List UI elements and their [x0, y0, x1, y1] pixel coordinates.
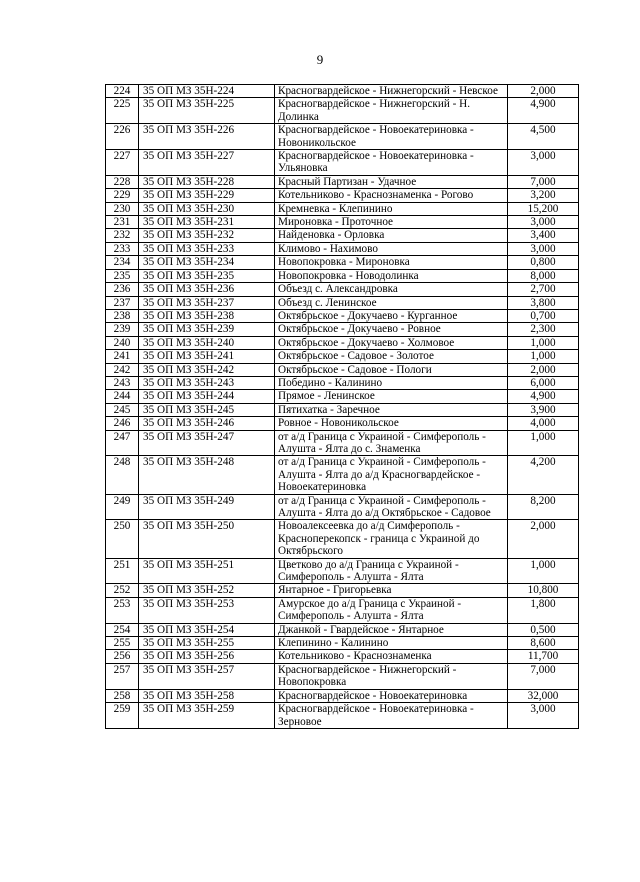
table-row — [106, 623, 579, 636]
road-name: Красногвардейское - Новоекатериновка - Ульяновка — [275, 150, 508, 176]
table-row — [106, 242, 579, 255]
road-code: 35 ОП МЗ 35Н-243 — [139, 376, 275, 389]
road-name: Джанкой - Гвардейское - Янтарное — [275, 623, 508, 636]
road-length: 1,000 — [508, 430, 579, 456]
road-length: 3,200 — [508, 189, 579, 202]
row-number: 228 — [106, 175, 139, 188]
road-name: Октябрьское - Докучаево - Холмовое — [275, 336, 508, 349]
row-number: 248 — [106, 456, 139, 494]
row-number: 251 — [106, 558, 139, 584]
row-number: 250 — [106, 520, 139, 558]
road-name: от а/д Граница с Украиной - Симферополь - Алушта - Ялта до а/д Октябрьское - Садовое — [275, 494, 508, 520]
table-row — [106, 663, 579, 689]
road-code: 35 ОП МЗ 35Н-224 — [139, 85, 275, 98]
road-length: 2,700 — [508, 283, 579, 296]
road-name: Прямое - Ленинское — [275, 390, 508, 403]
road-code: 35 ОП МЗ 35Н-235 — [139, 269, 275, 282]
table-row — [106, 309, 579, 322]
row-number: 244 — [106, 390, 139, 403]
row-number: 247 — [106, 430, 139, 456]
road-code: 35 ОП МЗ 35Н-226 — [139, 124, 275, 150]
road-code: 35 ОП МЗ 35Н-256 — [139, 650, 275, 663]
table-row — [106, 98, 579, 124]
table-row — [106, 520, 579, 558]
road-name: Янтарное - Григорьевка — [275, 584, 508, 597]
row-number: 253 — [106, 597, 139, 623]
road-length: 11,700 — [508, 650, 579, 663]
roads-table — [105, 84, 579, 729]
page-number: 9 — [316, 52, 324, 67]
road-code: 35 ОП МЗ 35Н-258 — [139, 689, 275, 702]
row-number: 226 — [106, 124, 139, 150]
road-code: 35 ОП МЗ 35Н-259 — [139, 703, 275, 729]
road-name: от а/д Граница с Украиной - Симферополь - Алушта - Ялта до с. Знаменка — [275, 430, 508, 456]
row-number: 239 — [106, 323, 139, 336]
row-number: 252 — [106, 584, 139, 597]
row-number: 236 — [106, 283, 139, 296]
road-name: Котельниково - Краснознаменка - Рогово — [275, 189, 508, 202]
table-row — [106, 390, 579, 403]
table-row — [106, 689, 579, 702]
road-name: Новоалексеевка до а/д Симферополь - Красноперекопск - граница с Украиной до Октябрьского — [275, 520, 508, 558]
table-row — [106, 376, 579, 389]
row-number: 245 — [106, 403, 139, 416]
road-code: 35 ОП МЗ 35Н-252 — [139, 584, 275, 597]
road-code: 35 ОП МЗ 35Н-247 — [139, 430, 275, 456]
road-length: 3,000 — [508, 216, 579, 229]
table-row — [106, 597, 579, 623]
road-code: 35 ОП МЗ 35Н-242 — [139, 363, 275, 376]
table-row — [106, 403, 579, 416]
row-number: 256 — [106, 650, 139, 663]
road-code: 35 ОП МЗ 35Н-248 — [139, 456, 275, 494]
table-row — [106, 216, 579, 229]
row-number: 233 — [106, 242, 139, 255]
road-length: 2,000 — [508, 520, 579, 558]
row-number: 246 — [106, 417, 139, 430]
table-row — [106, 124, 579, 150]
road-length: 3,800 — [508, 296, 579, 309]
table-row — [106, 363, 579, 376]
road-code: 35 ОП МЗ 35Н-250 — [139, 520, 275, 558]
row-number: 230 — [106, 202, 139, 215]
table-row — [106, 202, 579, 215]
road-name: Найденовка - Орловка — [275, 229, 508, 242]
table-row — [106, 417, 579, 430]
row-number: 258 — [106, 689, 139, 702]
table-row — [106, 150, 579, 176]
table-row — [106, 350, 579, 363]
road-code: 35 ОП МЗ 35Н-236 — [139, 283, 275, 296]
road-length: 0,500 — [508, 623, 579, 636]
road-length: 6,000 — [508, 376, 579, 389]
table-row — [106, 430, 579, 456]
road-length: 7,000 — [508, 663, 579, 689]
road-name: Новопокровка - Новодолинка — [275, 269, 508, 282]
row-number: 255 — [106, 637, 139, 650]
road-code: 35 ОП МЗ 35Н-231 — [139, 216, 275, 229]
table-row — [106, 85, 579, 98]
road-code: 35 ОП МЗ 35Н-241 — [139, 350, 275, 363]
road-name: Пятихатка - Заречное — [275, 403, 508, 416]
table-row — [106, 256, 579, 269]
road-name: Красногвардейское - Нижнегорский - Невское — [275, 85, 508, 98]
road-name: от а/д Граница с Украиной - Симферополь - Алушта - Ялта до а/д Красногвардейское - Новоекатериновка — [275, 456, 508, 494]
road-length: 2,300 — [508, 323, 579, 336]
road-length: 4,900 — [508, 98, 579, 124]
road-name: Красногвардейское - Нижнегорский - Новопокровка — [275, 663, 508, 689]
table-row — [106, 336, 579, 349]
road-name: Амурское до а/д Граница с Украиной - Симферополь - Алушта - Ялта — [275, 597, 508, 623]
row-number: 225 — [106, 98, 139, 124]
road-code: 35 ОП МЗ 35Н-240 — [139, 336, 275, 349]
road-code: 35 ОП МЗ 35Н-246 — [139, 417, 275, 430]
table-row — [106, 637, 579, 650]
road-code: 35 ОП МЗ 35Н-234 — [139, 256, 275, 269]
road-code: 35 ОП МЗ 35Н-229 — [139, 189, 275, 202]
road-name: Ровное - Новоникольское — [275, 417, 508, 430]
road-length: 2,000 — [508, 363, 579, 376]
road-length: 3,400 — [508, 229, 579, 242]
road-code: 35 ОП МЗ 35Н-254 — [139, 623, 275, 636]
road-length: 0,700 — [508, 309, 579, 322]
road-length: 4,200 — [508, 456, 579, 494]
road-name: Красногвардейское - Новоекатериновка — [275, 689, 508, 702]
table-row — [106, 650, 579, 663]
road-name: Красногвардейское - Нижнегорский - Н. Долинка — [275, 98, 508, 124]
row-number: 243 — [106, 376, 139, 389]
table-row — [106, 323, 579, 336]
road-length: 1,000 — [508, 336, 579, 349]
road-name: Мироновка - Проточное — [275, 216, 508, 229]
road-name: Октябрьское - Садовое - Золотое — [275, 350, 508, 363]
road-name: Цветково до а/д Граница с Украиной - Симферополь - Алушта - Ялта — [275, 558, 508, 584]
road-code: 35 ОП МЗ 35Н-225 — [139, 98, 275, 124]
row-number: 254 — [106, 623, 139, 636]
road-code: 35 ОП МЗ 35Н-253 — [139, 597, 275, 623]
road-length: 8,000 — [508, 269, 579, 282]
road-code: 35 ОП МЗ 35Н-232 — [139, 229, 275, 242]
row-number: 231 — [106, 216, 139, 229]
road-code: 35 ОП МЗ 35Н-237 — [139, 296, 275, 309]
row-number: 234 — [106, 256, 139, 269]
road-name: Октябрьское - Докучаево - Ровное — [275, 323, 508, 336]
road-code: 35 ОП МЗ 35Н-238 — [139, 309, 275, 322]
road-code: 35 ОП МЗ 35Н-255 — [139, 637, 275, 650]
table-row — [106, 283, 579, 296]
road-code: 35 ОП МЗ 35Н-244 — [139, 390, 275, 403]
road-length: 8,200 — [508, 494, 579, 520]
row-number: 242 — [106, 363, 139, 376]
road-name: Красногвардейское - Новоекатериновка - Новоникольское — [275, 124, 508, 150]
road-code: 35 ОП МЗ 35Н-249 — [139, 494, 275, 520]
road-length: 32,000 — [508, 689, 579, 702]
road-length: 2,000 — [508, 85, 579, 98]
road-code: 35 ОП МЗ 35Н-233 — [139, 242, 275, 255]
road-name: Кремневка - Клепинино — [275, 202, 508, 215]
road-length: 7,000 — [508, 175, 579, 188]
table-row — [106, 229, 579, 242]
road-name: Красный Партизан - Удачное — [275, 175, 508, 188]
table-row — [106, 175, 579, 188]
road-length: 1,800 — [508, 597, 579, 623]
table-row — [106, 494, 579, 520]
row-number: 235 — [106, 269, 139, 282]
table-row — [106, 296, 579, 309]
road-length: 4,500 — [508, 124, 579, 150]
roads-table-body — [106, 85, 579, 729]
road-length: 4,000 — [508, 417, 579, 430]
road-name: Климово - Нахимово — [275, 242, 508, 255]
row-number: 237 — [106, 296, 139, 309]
row-number: 229 — [106, 189, 139, 202]
road-name: Красногвардейское - Новоекатериновка - Зерновое — [275, 703, 508, 729]
road-code: 35 ОП МЗ 35Н-245 — [139, 403, 275, 416]
road-code: 35 ОП МЗ 35Н-251 — [139, 558, 275, 584]
road-length: 3,900 — [508, 403, 579, 416]
table-row — [106, 558, 579, 584]
road-length: 8,600 — [508, 637, 579, 650]
road-length: 3,000 — [508, 703, 579, 729]
road-code: 35 ОП МЗ 35Н-228 — [139, 175, 275, 188]
road-name: Победино - Калинино — [275, 376, 508, 389]
road-name: Объезд с. Ленинское — [275, 296, 508, 309]
table-row — [106, 456, 579, 494]
road-code: 35 ОП МЗ 35Н-239 — [139, 323, 275, 336]
row-number: 257 — [106, 663, 139, 689]
row-number: 232 — [106, 229, 139, 242]
road-length: 3,000 — [508, 242, 579, 255]
row-number: 240 — [106, 336, 139, 349]
row-number: 227 — [106, 150, 139, 176]
row-number: 241 — [106, 350, 139, 363]
road-name: Новопокровка - Мироновка — [275, 256, 508, 269]
row-number: 238 — [106, 309, 139, 322]
road-name: Котельниково - Краснознаменка — [275, 650, 508, 663]
road-length: 3,000 — [508, 150, 579, 176]
table-row — [106, 584, 579, 597]
table-row — [106, 269, 579, 282]
road-name: Октябрьское - Докучаево - Курганное — [275, 309, 508, 322]
road-length: 4,900 — [508, 390, 579, 403]
road-name: Объезд с. Александровка — [275, 283, 508, 296]
road-length: 1,000 — [508, 558, 579, 584]
road-length: 0,800 — [508, 256, 579, 269]
road-code: 35 ОП МЗ 35Н-257 — [139, 663, 275, 689]
road-code: 35 ОП МЗ 35Н-227 — [139, 150, 275, 176]
table-row — [106, 703, 579, 729]
road-name: Клепинино - Калинино — [275, 637, 508, 650]
row-number: 224 — [106, 85, 139, 98]
road-length: 10,800 — [508, 584, 579, 597]
road-code: 35 ОП МЗ 35Н-230 — [139, 202, 275, 215]
road-length: 1,000 — [508, 350, 579, 363]
table-row — [106, 189, 579, 202]
row-number: 259 — [106, 703, 139, 729]
road-length: 15,200 — [508, 202, 579, 215]
row-number: 249 — [106, 494, 139, 520]
road-name: Октябрьское - Садовое - Пологи — [275, 363, 508, 376]
